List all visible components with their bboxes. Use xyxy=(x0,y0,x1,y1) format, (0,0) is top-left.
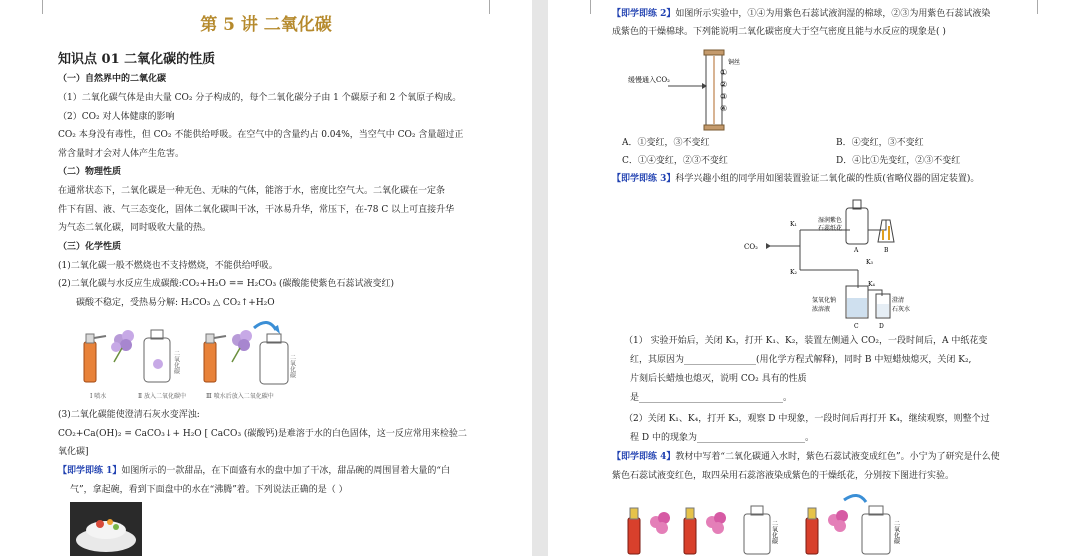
valve-label: K₁ xyxy=(790,221,797,228)
exercise-tag: 【即学即练 2】 xyxy=(612,9,676,19)
figure-caption: Ⅰ 喷水 xyxy=(90,393,107,400)
exercise-tag: 【即学即练 3】 xyxy=(612,174,676,184)
right-page xyxy=(548,0,1080,556)
exercise-line: 紫色石蕊试液变红色，取四朵用石蕊溶液染成紫色的干燥纸花，分别按下图进行实验。 xyxy=(612,471,955,481)
curved-arrow-icon xyxy=(844,495,866,502)
spray-bottle-icon xyxy=(684,508,696,554)
question-line: 红，其原因为________________(用化学方程式解释)，同时 B 中短蜡烛熄灭，关闭 K₂, xyxy=(630,355,972,365)
glass-bottle-icon xyxy=(744,506,770,554)
exercise-text: 教材中写着“二氧化碳通入水时，紫色石蕊试液变成红色”。小宁为了研究是什么使 xyxy=(675,452,1000,462)
figure-label: 氢氧化钠 xyxy=(812,297,837,304)
figure-label: 浓溶液 xyxy=(812,306,831,313)
option-d: D．④比①先变红，②③不变红 xyxy=(836,156,961,166)
exercise-line: 气”，拿起碗，看到下面盘中的水在“沸腾”着。下列说法正确的是（ ） xyxy=(70,485,348,495)
spray-bottle-icon xyxy=(204,334,226,382)
question-line: 程 D 中的现象为________________________。 xyxy=(630,433,814,443)
figure-label: 铜丝 xyxy=(728,59,741,66)
option-b: B．④变红，③不变红 xyxy=(836,138,924,148)
spray-bottle-icon xyxy=(628,508,640,554)
figure-label: 湿润紫色 xyxy=(818,217,843,224)
flower-icon xyxy=(650,512,670,534)
margin-corner-mark xyxy=(1023,0,1038,14)
figure-label: ④ xyxy=(720,104,728,113)
exercise-line xyxy=(612,451,1000,463)
figure-label: CO₂ xyxy=(744,243,758,251)
paragraph-line: （1）二氧化碳气体是由大量 CO₂ 分子构成的，每个二氧化碳分子由 1 个碳原子和 2 个氧原子构成。 xyxy=(58,93,462,103)
glass-bottle-icon xyxy=(144,330,170,382)
bottle-label: 二氧化碳 xyxy=(288,354,296,378)
figure-label: ② xyxy=(720,80,728,89)
paragraph-line: 碳酸不稳定，受热易分解: H₂CO₃ △ CO₂↑+H₂O xyxy=(76,298,275,308)
exercise-tag: 【即学即练 1】 xyxy=(58,466,122,476)
question-line: 是________________________________。 xyxy=(630,393,793,403)
question-line: 片刻后长蜡烛也熄灭，说明 CO₂ 具有的性质 xyxy=(630,374,807,384)
bottle-label: 二氧化碳 xyxy=(770,520,778,544)
section-heading: （一）自然界中的二氧化碳 xyxy=(58,74,167,84)
exercise-tag: 【即学即练 4】 xyxy=(612,452,676,462)
valve-label: K₃ xyxy=(866,259,873,266)
option-a: A．①变红，③不变红 xyxy=(622,138,710,148)
option-c: C．①④变红，②③不变红 xyxy=(622,156,728,166)
bottle-label: 二氧化碳 xyxy=(172,350,180,374)
figure-label: 石蕊纸花 xyxy=(818,225,843,232)
flower-icon xyxy=(828,510,848,532)
figure-label: C xyxy=(854,323,859,330)
figure-caption: Ⅲ 喷水后放入二氧化碳中 xyxy=(206,393,274,400)
bottle-label: 二氧化碳 xyxy=(892,520,900,544)
section-heading: （三）化学性质 xyxy=(58,242,122,252)
figure-label: 缓慢通入CO₂ xyxy=(628,76,670,84)
paragraph-line: （2）CO₂ 对人体健康的影响 xyxy=(58,112,175,122)
flower-icon xyxy=(706,512,726,534)
glass-bottle-icon xyxy=(862,506,890,554)
dessert-photo xyxy=(70,502,142,556)
exercise-text: 科学兴趣小组的同学用如图装置验证二氧化碳的性质(省略仪器的固定装置)。 xyxy=(675,174,980,184)
paragraph-line: CO₂ 本身没有毒性，但 CO₂ 不能供给呼吸。在空气中的含量约占 0.04%，当空气中 CO₂ 含量超过正 xyxy=(58,130,464,140)
flower-icon xyxy=(232,330,252,362)
valve-label: K₄ xyxy=(868,281,875,288)
figure-label: 石灰水 xyxy=(892,306,910,313)
figure-label: ③ xyxy=(720,92,728,101)
paragraph-line: 氧化碳] xyxy=(58,447,89,457)
flower-spray-figure xyxy=(622,492,922,556)
knowledge-point-heading: 知识点 01 二氧化碳的性质 xyxy=(58,52,216,67)
question-line: （1） 实验开始后，关闭 K₃，打开 K₁、K₂，装置左侧通入 CO₂，一段时间后，A 中纸花变 xyxy=(624,336,988,346)
curved-arrow-icon xyxy=(254,322,276,330)
paragraph-line: 件下有固、液、气三态变化，固体二氧化碳叫干冰，干冰易升华，常压下，在-78 C 以上可直接升华 xyxy=(58,205,455,215)
exercise-line xyxy=(612,8,990,20)
exercise-text: 如图所示实验中，①④为用紫色石蕊试液润湿的棉球，②③为用紫色石蕊试液染 xyxy=(675,9,991,19)
exercise-line xyxy=(612,173,979,185)
question-line: （2）关闭 K₁、K₄，打开 K₃，观察 D 中现象，一段时间后再打开 K₄，继续观察，则整个过 xyxy=(624,414,990,424)
exercise-text: 如图所示的一款甜品，在下面盛有水的盘中加了干冰，甜品碗的周围冒着大量的“白 xyxy=(121,466,451,476)
spray-bottle-icon xyxy=(84,334,106,382)
paragraph-line: 在通常状态下，二氧化碳是一种无色、无味的气体，能溶于水，密度比空气大。二氧化碳在一定条 xyxy=(58,186,446,196)
spray-bottle-icon xyxy=(806,508,818,554)
tube-experiment-figure xyxy=(628,48,768,132)
figure-caption: Ⅱ 放入二氧化碳中 xyxy=(138,393,186,400)
exercise-line: 成紫色的干燥棉球。下列能说明二氧化碳密度大于空气密度且能与水反应的现象是( ) xyxy=(612,27,946,37)
valve-label: K₂ xyxy=(790,269,797,276)
figure-label: 澄清 xyxy=(892,297,905,304)
apparatus-figure xyxy=(740,190,910,330)
left-page xyxy=(0,0,532,556)
figure-label: ① xyxy=(720,68,728,77)
exercise-line xyxy=(58,465,450,477)
paragraph-line: (3)二氧化碳能使澄清石灰水变浑浊: xyxy=(58,410,200,420)
flower-experiment-figure xyxy=(78,316,318,402)
paragraph-line: CO₂+Ca(OH)₂ = CaCO₃↓+ H₂O [ CaCO₃ (碳酸钙)是难溶于水的白色固体，这一反应常用来检验二 xyxy=(58,429,467,439)
figure-label: D xyxy=(879,323,884,330)
margin-corner-mark xyxy=(590,0,605,14)
paragraph-line: (1)二氧化碳一般不燃烧也不支持燃烧，不能供给呼吸。 xyxy=(58,261,278,271)
flower-icon xyxy=(111,330,134,362)
lesson-title: 第 5 讲 二氧化碳 xyxy=(200,15,332,35)
paragraph-line: 为气态二氧化碳，同时吸收大量的热。 xyxy=(58,223,212,233)
figure-label: B xyxy=(884,247,889,254)
glass-bottle-icon xyxy=(260,334,288,384)
paragraph-line: (2)二氧化碳与水反应生成碳酸:CO₂+H₂O == H₂CO₃ (碳酸能使紫色石蕊试液变红) xyxy=(58,279,395,289)
figure-label: A xyxy=(854,247,859,254)
paragraph-line: 常含量时才会对人体产生危害。 xyxy=(58,149,185,159)
section-heading: （二）物理性质 xyxy=(58,167,122,177)
